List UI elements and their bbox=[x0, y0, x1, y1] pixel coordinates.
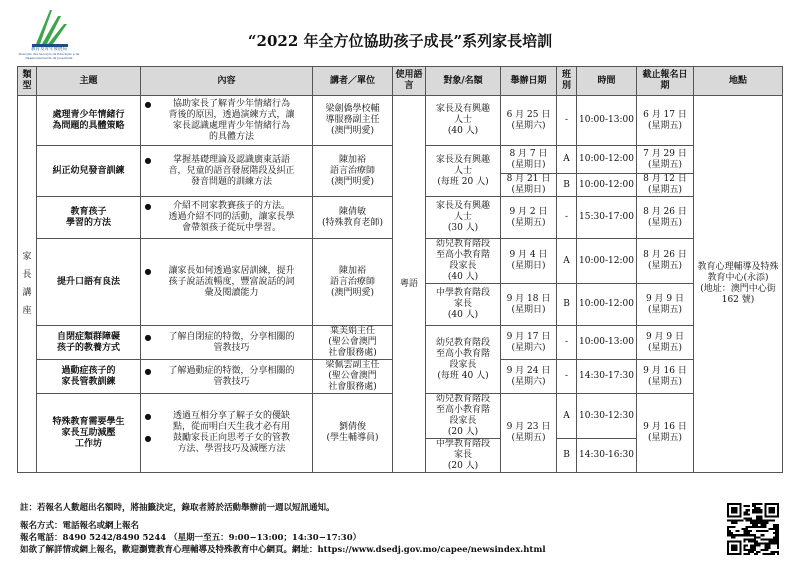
cell-line: (星期日) bbox=[511, 304, 546, 315]
cell-line: 發音問題的訓練方法 bbox=[190, 176, 272, 187]
cell-line: 至高小教育階 bbox=[435, 405, 490, 415]
cell-line: 6 月 25 日 bbox=[506, 109, 551, 120]
cell-line: 人士 bbox=[453, 165, 472, 176]
cell-line: 家長 bbox=[453, 299, 472, 309]
cell-line: 孩子的教養方式 bbox=[56, 342, 120, 353]
time-cell: 10:00-12:00 bbox=[577, 239, 637, 284]
cell-line: 過動症孩子的 bbox=[61, 365, 116, 376]
language-cell: 粵語 bbox=[393, 96, 426, 473]
cell-line: (特殊教育老師) bbox=[321, 217, 384, 228]
registration-note: 註：若報名人數超出名額時，將抽籤決定，錄取者將於活動舉辦前一週以短訊通知。 bbox=[20, 503, 335, 513]
cell-line: 9 月 23 日 bbox=[506, 422, 551, 432]
header-cell: 時間 bbox=[577, 67, 637, 96]
cell-line: (澳門明愛) bbox=[330, 287, 375, 298]
cell-line: 人士 bbox=[453, 115, 472, 125]
date-cell bbox=[501, 394, 557, 473]
bullet-item bbox=[143, 411, 310, 433]
deadline-cell bbox=[637, 146, 694, 174]
cell-line: (星期五) bbox=[647, 342, 683, 353]
topic-cell bbox=[37, 96, 141, 146]
date-cell bbox=[501, 174, 557, 197]
header-cell: 對象/名額 bbox=[426, 67, 501, 96]
bullet-text bbox=[153, 99, 310, 143]
cell-line: 9 月 9 日 bbox=[645, 293, 685, 304]
venue-cell bbox=[694, 96, 783, 473]
cell-line: 9 月 16 日 bbox=[643, 365, 687, 376]
deadline-cell bbox=[637, 96, 694, 146]
time-cell: 10:00-12:00 bbox=[577, 146, 637, 174]
cell-line: 自閉症類群障礙 bbox=[56, 331, 120, 342]
cell-line: 至高小教育階 bbox=[435, 250, 490, 260]
cell-line: 教育中心(永添) bbox=[707, 273, 769, 283]
cell-line: 語言治療師 bbox=[329, 276, 375, 287]
cell-line: 8 月 26 日 bbox=[643, 250, 687, 260]
bullet-item bbox=[143, 155, 310, 188]
class-cell: B bbox=[557, 284, 577, 326]
cell-line: (星期五) bbox=[647, 185, 683, 195]
cell-line: 鼓勵家長正向思考子女的管教 bbox=[172, 433, 290, 443]
class-cell: - bbox=[557, 197, 577, 239]
cell-line: 8 月 12 日 bbox=[643, 174, 687, 184]
date-cell bbox=[501, 96, 557, 146]
time-cell: 10:00-12:00 bbox=[577, 174, 637, 197]
target-cell bbox=[426, 394, 501, 439]
target-cell bbox=[426, 284, 501, 326]
cell-line: 家長管教訓練 bbox=[61, 376, 116, 387]
date-cell bbox=[501, 197, 557, 239]
cell-line: (澳門明愛) bbox=[330, 176, 375, 187]
cell-line: (30 人) bbox=[447, 223, 479, 233]
cell-line: 梁佩雲副主任 bbox=[325, 360, 380, 370]
registration-website[interactable]: 如欲了解詳情或網上報名，歡迎瀏覽教育心理輔導及特殊教育中心網頁。網址：https://www.dsedj.gov.mo/capee/newsindex.html bbox=[20, 545, 546, 555]
topic-cell bbox=[37, 146, 141, 197]
cell-line: 為問題的具體策略 bbox=[52, 120, 125, 131]
topic-cell bbox=[37, 326, 141, 360]
target-cell bbox=[426, 326, 501, 394]
bullet-icon: ● bbox=[144, 266, 152, 276]
cell-line: (星期六) bbox=[511, 120, 546, 131]
table-row bbox=[18, 96, 783, 146]
cell-line: 教育心理輔導及特殊 bbox=[697, 262, 779, 272]
bullet-icon: ● bbox=[144, 366, 152, 376]
cell-line: (星期日) bbox=[511, 261, 546, 271]
cell-line: 方法、學習技巧及減壓方法 bbox=[177, 444, 286, 454]
cell-line: (40 人) bbox=[447, 272, 479, 282]
page-title: “2022 年全方位協助孩子成長”系列家長培訓 bbox=[247, 32, 553, 50]
cell-line: 家長 bbox=[453, 450, 472, 460]
cell-line: 特殊教育需要學生 bbox=[52, 416, 125, 427]
bullet-text bbox=[153, 433, 310, 455]
class-cell: A bbox=[557, 146, 577, 174]
cell-line: 中學教育階段 bbox=[435, 439, 490, 449]
cell-line: 的具體方法 bbox=[208, 131, 254, 142]
date-cell bbox=[501, 239, 557, 284]
header-cell: 地點 bbox=[694, 67, 783, 96]
cell-line: (星期五) bbox=[511, 433, 546, 443]
cell-line: 6 月 17 日 bbox=[643, 109, 687, 120]
bullet-item bbox=[143, 201, 310, 234]
registration-method: 報名方式：電話報名或網上報名 bbox=[20, 521, 140, 531]
cell-line: 段家長 bbox=[449, 416, 477, 426]
topic-cell bbox=[37, 197, 141, 239]
cell-line: 中學教育階段 bbox=[435, 288, 490, 298]
cell-line: 梁劍僑學校輔 bbox=[325, 104, 380, 114]
type-cell bbox=[18, 96, 37, 473]
bullet-text bbox=[153, 266, 310, 299]
deadline-cell bbox=[637, 360, 694, 394]
cell-line: 陳加裕 bbox=[338, 265, 366, 276]
cell-line: 透過介紹不同的活動，讓家長學 bbox=[168, 212, 295, 222]
deadline-cell bbox=[637, 284, 694, 326]
date-cell bbox=[501, 284, 557, 326]
speaker-cell bbox=[313, 96, 393, 146]
bullet-icon: ● bbox=[144, 332, 152, 342]
cell-line: 背後的原因，透過演練方式，讓 bbox=[168, 109, 295, 120]
cell-line: 家長及有興趣 bbox=[435, 154, 490, 165]
date-cell bbox=[501, 146, 557, 174]
cell-line: 幼兒教育階段 bbox=[435, 239, 490, 249]
cell-line: 讓家長如何透過家居訓練，提升 bbox=[168, 265, 295, 276]
time-cell: 14:30-17:30 bbox=[577, 360, 637, 394]
speaker-cell bbox=[313, 197, 393, 239]
type-char: 家 bbox=[22, 251, 32, 262]
registration-phone: 報名電話：8490 5242/8490 5244 （星期一至五：9:00−13:00；14:30−17:30） bbox=[20, 533, 362, 543]
speaker-cell bbox=[313, 360, 393, 394]
target-cell bbox=[426, 146, 501, 197]
content-cell bbox=[141, 146, 313, 197]
speaker-cell bbox=[313, 239, 393, 326]
cell-line: 人士 bbox=[453, 212, 472, 222]
cell-line: 8 月 21 日 bbox=[506, 174, 551, 184]
cell-line: (每班 20 人) bbox=[437, 176, 489, 187]
bullet-icon: ● bbox=[144, 202, 152, 211]
header-cell: 舉辦日期 bbox=[501, 67, 557, 96]
content-cell bbox=[141, 360, 313, 394]
cell-line: 段家長 bbox=[449, 359, 477, 370]
cell-line: (星期六) bbox=[511, 342, 546, 353]
cell-line: 8 月 7 日 bbox=[509, 148, 548, 159]
topic-cell bbox=[37, 360, 141, 394]
cell-line: 段家長 bbox=[449, 261, 477, 271]
topic-cell bbox=[37, 239, 141, 326]
cell-line: 透過互相分享了解子女的優缺 bbox=[172, 411, 290, 421]
cell-line: 導服務副主任 bbox=[325, 115, 380, 125]
header-cell: 主題 bbox=[37, 67, 141, 96]
time-cell: 10:30-12:30 bbox=[577, 394, 637, 439]
cell-line: (星期五) bbox=[647, 261, 683, 271]
cell-line: 會帶領孩子從玩中學習。 bbox=[181, 223, 281, 233]
cell-line: (星期五) bbox=[647, 376, 683, 387]
type-char: 講 bbox=[22, 287, 32, 298]
time-cell: 10:00-13:00 bbox=[577, 326, 637, 360]
class-cell: - bbox=[557, 96, 577, 146]
cell-line: 工作坊 bbox=[74, 438, 102, 449]
cell-line: (星期五) bbox=[647, 433, 683, 443]
cell-line: 9 月 24 日 bbox=[506, 365, 551, 376]
time-cell: 10:00-13:00 bbox=[577, 96, 637, 146]
cell-line: 至高小教育階 bbox=[435, 348, 490, 359]
cell-line: 家長互助減壓 bbox=[61, 427, 116, 438]
cell-line: 提升口語有良法 bbox=[56, 276, 120, 287]
header-cell: 講者／單位 bbox=[313, 67, 393, 96]
cell-line: 語言治療師 bbox=[329, 165, 375, 176]
cell-line: (星期六) bbox=[511, 376, 546, 387]
deadline-cell bbox=[637, 174, 694, 197]
type-char: 座 bbox=[22, 305, 32, 316]
speaker-cell bbox=[313, 146, 393, 197]
class-cell: B bbox=[557, 439, 577, 473]
cell-line: 葉美娟主任 bbox=[329, 326, 375, 336]
cell-line: 處理青少年情緒行 bbox=[52, 109, 125, 120]
cell-line: 9 月 16 日 bbox=[643, 422, 687, 432]
cell-line: 管教技巧 bbox=[213, 342, 250, 353]
bullet-text bbox=[153, 411, 310, 433]
cell-line: 9 月 4 日 bbox=[509, 250, 548, 260]
bullet-item bbox=[143, 433, 310, 455]
time-cell: 15:30-17:00 bbox=[577, 197, 637, 239]
cell-line: 9 月 2 日 bbox=[509, 206, 548, 217]
table-header-row bbox=[18, 67, 783, 96]
cell-line: 教育孩子 bbox=[70, 206, 107, 217]
class-cell: B bbox=[557, 174, 577, 197]
cell-line: 陳倩敏 bbox=[338, 206, 366, 217]
bullet-text bbox=[153, 201, 310, 234]
cell-line: 8 月 26 日 bbox=[643, 206, 687, 217]
cell-line: (地址：澳門中心街 162 號) bbox=[700, 284, 776, 305]
bullet-item bbox=[143, 266, 310, 299]
cell-line: 9 月 18 日 bbox=[506, 293, 551, 304]
target-cell bbox=[426, 197, 501, 239]
cell-line: 音，兒童的語音發展階段及糾正 bbox=[168, 165, 295, 176]
cell-line: (星期五) bbox=[647, 217, 683, 228]
header-cell: 截止報名日期 bbox=[637, 67, 694, 96]
cell-line: (星期日) bbox=[511, 159, 546, 170]
content-cell bbox=[141, 394, 313, 473]
cell-line: (星期日) bbox=[511, 185, 546, 195]
class-cell: A bbox=[557, 239, 577, 284]
cell-line: (星期五) bbox=[511, 217, 546, 228]
cell-line: 9 月 9 日 bbox=[645, 331, 685, 342]
speaker-cell bbox=[313, 394, 393, 473]
type-char: 長 bbox=[22, 269, 32, 280]
bullet-item bbox=[143, 332, 310, 354]
date-cell bbox=[501, 360, 557, 394]
target-cell bbox=[426, 439, 501, 473]
cell-line: (星期五) bbox=[647, 159, 683, 170]
cell-line: 協助家長了解青少年情緒行為 bbox=[172, 98, 290, 109]
bullet-text bbox=[153, 332, 310, 354]
topic-cell bbox=[37, 394, 141, 473]
cell-line: 家長及有興趣 bbox=[435, 104, 490, 114]
cell-line: (每班 40 人) bbox=[437, 370, 489, 381]
bullet-icon: ● bbox=[144, 155, 152, 165]
bullet-item bbox=[143, 366, 310, 388]
header-cell: 類型 bbox=[18, 67, 37, 96]
cell-line: 點，從而明白天生我才必有用 bbox=[172, 422, 290, 432]
bullet-text bbox=[153, 155, 310, 188]
cell-line: (20 人) bbox=[447, 461, 479, 471]
bullet-icon: ● bbox=[144, 434, 152, 443]
cell-line: (星期五) bbox=[647, 304, 683, 315]
content-cell bbox=[141, 326, 313, 360]
header-cell: 內容 bbox=[141, 67, 313, 96]
cell-line: (星期五) bbox=[647, 120, 683, 131]
header-cell: 班別 bbox=[557, 67, 577, 96]
bullet-item bbox=[143, 99, 310, 143]
content-cell bbox=[141, 197, 313, 239]
cell-line: 糾正幼兒發音訓練 bbox=[52, 165, 125, 176]
cell-line: (40 人) bbox=[447, 126, 479, 136]
deadline-cell bbox=[637, 394, 694, 473]
target-cell bbox=[426, 239, 501, 284]
content-cell bbox=[141, 96, 313, 146]
cell-line: 陳加裕 bbox=[338, 154, 366, 165]
deadline-cell bbox=[637, 197, 694, 239]
cell-line: (學生輔導員) bbox=[326, 433, 379, 443]
cell-line: 9 月 17 日 bbox=[506, 331, 551, 342]
bullet-text bbox=[153, 366, 310, 388]
deadline-cell bbox=[637, 326, 694, 360]
cell-line: 彙及閱讀能力 bbox=[204, 287, 259, 298]
cell-line: 劉倩俊 bbox=[338, 422, 366, 432]
cell-line: 了解過動症的特徵，分享相關的 bbox=[168, 365, 295, 376]
cell-line: (聖公會澳門 bbox=[328, 371, 377, 381]
cell-line: 7 月 29 日 bbox=[643, 148, 687, 159]
cell-line: 幼兒教育階段 bbox=[435, 394, 490, 404]
deadline-cell bbox=[637, 239, 694, 284]
target-cell bbox=[426, 96, 501, 146]
cell-line: 社會服務處) bbox=[328, 382, 377, 392]
schedule-body bbox=[18, 96, 783, 473]
cell-line: 孩子說話流暢度，豐富說話的詞 bbox=[168, 276, 295, 287]
cell-line: 幼兒教育階段 bbox=[435, 337, 490, 348]
content-cell bbox=[141, 239, 313, 326]
cell-line: (聖公會澳門 bbox=[328, 337, 377, 347]
schedule-table bbox=[17, 66, 783, 473]
cell-line: (40 人) bbox=[447, 310, 479, 320]
date-cell bbox=[501, 326, 557, 360]
cell-line: 管教技巧 bbox=[213, 376, 250, 387]
cell-line: (20 人) bbox=[447, 427, 479, 437]
class-cell: A bbox=[557, 394, 577, 439]
cell-line: 家長認識處理青少年情緒行為 bbox=[172, 120, 290, 131]
qr-code[interactable] bbox=[727, 503, 779, 555]
cell-line: 社會服務處) bbox=[328, 348, 377, 358]
time-cell: 14:30-16:30 bbox=[577, 439, 637, 473]
cell-line: 家長及有興趣 bbox=[435, 201, 490, 211]
cell-line: 學習的方法 bbox=[65, 217, 111, 228]
cell-line: 介紹不同家教賽孩子的方法。 bbox=[172, 201, 290, 211]
org-name: 教育及青年發展局 Direcção dos Serviços de Educação e de Desenvolvimento da Juventude bbox=[18, 47, 80, 60]
bullet-icon: ● bbox=[144, 412, 152, 421]
cell-line: (澳門明愛) bbox=[330, 126, 375, 136]
class-cell: - bbox=[557, 326, 577, 360]
cell-line: 掌握基礎理論及認識廣東話語 bbox=[172, 154, 290, 165]
header-cell: 使用語言 bbox=[393, 67, 426, 96]
bullet-icon: ● bbox=[144, 99, 152, 109]
cell-line: 了解自閉症的特徵，分享相關的 bbox=[168, 331, 295, 342]
class-cell: - bbox=[557, 360, 577, 394]
speaker-cell bbox=[313, 326, 393, 360]
time-cell: 10:00-12:00 bbox=[577, 284, 637, 326]
footer-notes bbox=[20, 502, 546, 556]
